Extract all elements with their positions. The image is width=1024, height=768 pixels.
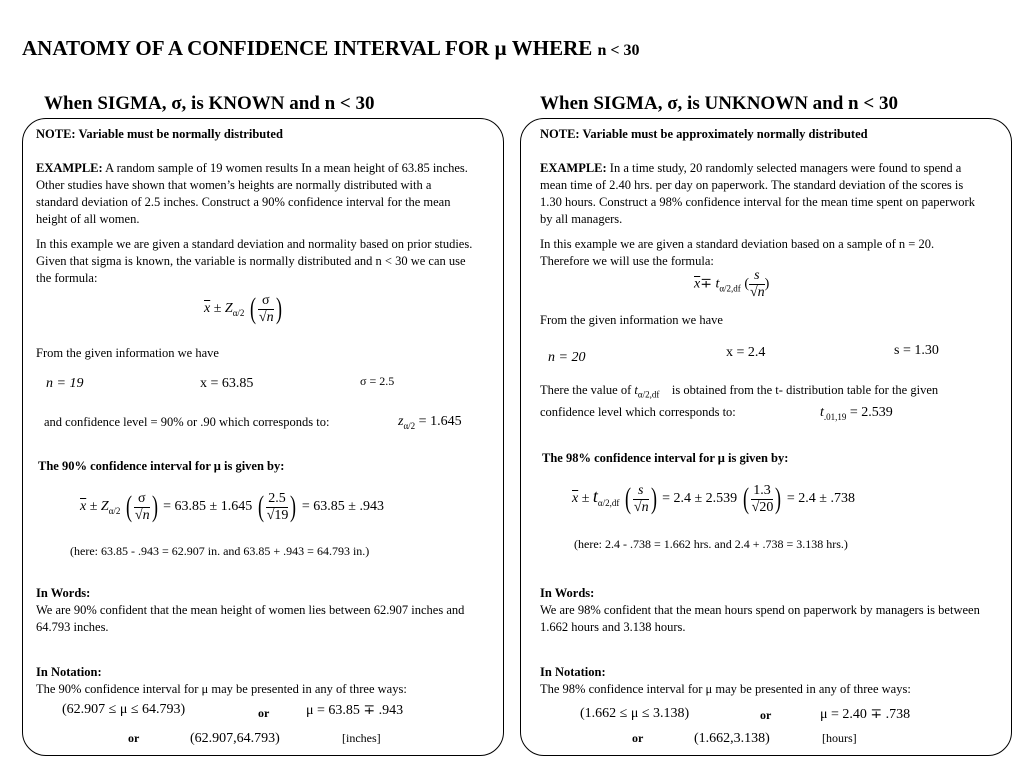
right-notation-label: In Notation: <box>540 665 606 679</box>
left-or-1: or <box>258 706 270 720</box>
right-t-text-b: is obtained from the t- distribution table for the given confidence level which corresponds to: <box>540 383 939 419</box>
left-notation-text: The 90% confidence interval for μ may be presented in any of three ways: <box>36 682 407 696</box>
left-example <box>36 160 476 228</box>
left-form-1: (62.907 ≤ μ ≤ 64.793) <box>62 702 186 717</box>
left-example-label: EXAMPLE: <box>36 161 103 175</box>
left-calc-denominator: 19 <box>274 507 289 523</box>
left-heading: When SIGMA, σ, is KNOWN and n < 30 <box>44 93 375 114</box>
left-here-note: (here: 63.85 - .943 = 62.907 in. and 63.85 + .943 = 64.793 in.) <box>70 544 370 558</box>
left-from-given: From the given information we have <box>36 346 219 360</box>
left-n-value: n = 19 <box>46 376 84 391</box>
right-xbar-value: x = 2.4 <box>726 345 766 360</box>
left-calc-step1: = 63.85 ± 1.645 <box>163 499 253 515</box>
title-mu: μ <box>494 36 507 60</box>
left-xbar-value: x = 63.85 <box>200 376 254 391</box>
left-example-text: A random sample of 19 women results In a mean height of 63.85 inches. Other studies have shown that women’s heights are normally distributed with a standard deviation of 2.5 inches. Construct a 90% confidence interval for the mean height of all women. <box>36 161 468 226</box>
right-heading: When SIGMA, σ, is UNKNOWN and n < 30 <box>540 93 898 114</box>
left-explain: In this example we are given a standard deviation and normality based on prior studies. Given that sigma is known, the variable is normally distributed and n < 30 we can use the formula: <box>36 237 473 285</box>
left-form-2: μ = 63.85 ∓ .943 <box>306 703 404 718</box>
right-example <box>540 160 988 228</box>
right-words-label: In Words: <box>540 586 595 600</box>
right-calc-step2: = 2.4 ± .738 <box>786 491 855 507</box>
right-here-note: (here: 2.4 - .738 = 1.662 hrs. and 2.4 + .738 = 3.138 hrs.) <box>574 537 848 551</box>
right-s-value: s = 1.30 <box>894 343 939 358</box>
right-or-1: or <box>760 708 772 722</box>
left-or-2: or <box>128 731 140 745</box>
left-notation-label: In Notation: <box>36 665 102 679</box>
right-words-text: We are 98% confident that the mean hours spend on paperwork by managers is between 1.662 hours and 3.138 hours. <box>540 603 980 634</box>
right-form-2: μ = 2.40 ∓ .738 <box>820 707 911 722</box>
left-conf-text: and confidence level = 90% or .90 which corresponds to: <box>44 415 330 429</box>
right-note: NOTE: Variable must be approximately normally distributed <box>540 127 868 141</box>
right-unit: [hours] <box>822 731 857 745</box>
right-example-text: In a time study, 20 randomly selected managers were found to spend a mean time of 2.40 hrs. per day on paperwork. The standard deviation of the scores is 1.30 hours. Construct a 98% confidence interval for the mean time spent on paperwork by all managers. <box>540 161 975 226</box>
title-where: WHERE <box>506 36 598 60</box>
left-form-3: (62.907,64.793) <box>190 731 280 746</box>
right-calculation: $\overline{x} \pm t_{\alpha/2,df}$ ( $\frac{s}{√n}$ ) = 2.4 ± 2.539 ( $\frac{1.3}{√20}$ ) = 2.4 ± .738 <box>572 482 855 515</box>
right-calc-step1: = 2.4 ± 2.539 <box>662 491 738 507</box>
right-n-value: n = 20 <box>548 350 586 365</box>
right-ci-heading: The 98% confidence interval for μ is given by: <box>542 451 789 465</box>
left-calculation: $\overline{x} \pm Z_{\alpha/2}$ ( $\frac{\sigma}{√n}$ ) = 63.85 ± 1.645 ( $\frac{2.5}{√19}$ ) = 63.85 ± .943 <box>80 490 384 523</box>
right-calc-numerator: 1.3 <box>751 483 774 500</box>
right-from-given: From the given information we have <box>540 313 723 327</box>
title-main: ANATOMY OF A CONFIDENCE INTERVAL FOR <box>22 36 495 60</box>
right-t-number: = 2.539 <box>849 405 893 420</box>
right-explain: In this example we are given a standard deviation based on a sample of n = 20. Therefore we will use the formula: <box>540 237 935 268</box>
right-t-text: There the value of $t_{\alpha/2,df}$ is obtained from the t- distribution table for the given confidence level which corresponds to: <box>540 383 939 419</box>
right-calc-denominator: 20 <box>759 499 774 515</box>
right-example-label: EXAMPLE: <box>540 161 607 175</box>
left-note: NOTE: Variable must be normally distributed <box>36 127 283 141</box>
right-t-value: $t_{.01,19} = 2.539$ <box>820 405 893 422</box>
page-title <box>22 36 640 61</box>
right-formula: $\overline{x}\mp t_{\alpha/2,df}$ ( $\frac{s}{√n}$ ) <box>694 268 770 300</box>
left-calc-step2: = 63.85 ± .943 <box>301 499 384 515</box>
left-words-label: In Words: <box>36 586 91 600</box>
right-form-3: (1.662,3.138) <box>694 731 770 746</box>
left-sigma-value: σ = 2.5 <box>360 374 395 388</box>
left-z-number: = 1.645 <box>418 414 462 429</box>
left-words-text: We are 90% confident that the mean height of women lies between 62.907 inches and 64.793 inches. <box>36 603 465 634</box>
right-notation-text: The 98% confidence interval for μ may be presented in any of three ways: <box>540 682 911 696</box>
left-formula: $\overline{x} \pm Z_{\alpha/2}$ ( $\frac{\sigma}{√n}$ ) <box>204 292 282 325</box>
left-unit: [inches] <box>342 731 381 745</box>
title-condition: n < 30 <box>597 42 640 59</box>
right-t-text-a: There the value of <box>540 383 635 397</box>
right-form-1: (1.662 ≤ μ ≤ 3.138) <box>580 706 690 721</box>
left-ci-heading: The 90% confidence interval for μ is given by: <box>38 459 285 473</box>
left-calc-numerator: 2.5 <box>266 491 289 508</box>
left-z-value: $z_{\alpha/2} = 1.645$ <box>398 414 462 431</box>
right-or-2: or <box>632 731 644 745</box>
